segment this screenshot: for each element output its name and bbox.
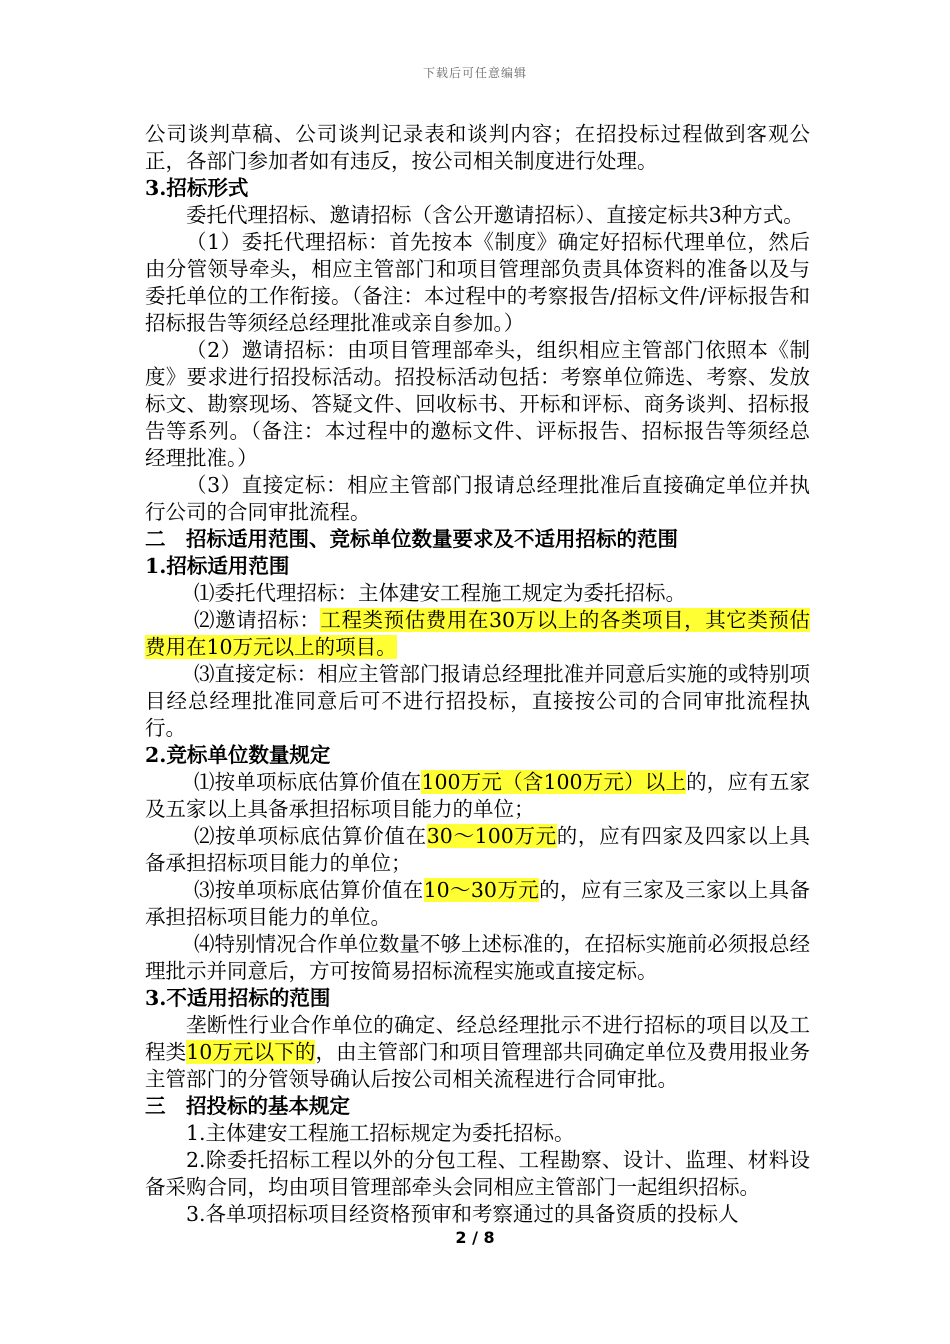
paragraph: （2）邀请招标：由项目管理部牵头，组织相应主管部门依照本《制度》要求进行招投标活动。招投标活动包括：考察单位筛选、考察、发放标文、勘察现场、答疑文件、回收标书、开标和评标、商务谈判、招标报告等系列。（备注：本过程中的邀标文件、评标报告、招标报告等须经总经理批准。） bbox=[145, 338, 810, 470]
page-header: 下载后可任意编辑 bbox=[422, 66, 527, 80]
section-heading-3: 三 招投标的基本规定 bbox=[145, 1094, 350, 1118]
highlighted-text: 10～30万元 bbox=[423, 878, 540, 902]
text-run: 的，应有三家及三家以上具备承担招标项目能力的单位。 bbox=[145, 878, 811, 929]
paragraph: ⑷特别情况合作单位数量不够上述标准的，在招标实施前必须报总经理批示并同意后，方可按简易招标流程实施或直接定标。 bbox=[145, 932, 810, 983]
heading-scope: 1.招标适用范围 bbox=[145, 554, 290, 578]
paragraph bbox=[145, 823, 810, 877]
paragraph bbox=[145, 607, 810, 661]
document-body bbox=[145, 121, 810, 1228]
paragraph bbox=[145, 877, 810, 931]
paragraph: 1.主体建安工程施工招标规定为委托招标。 bbox=[186, 1121, 575, 1145]
text-run: 的，应有五家及五家以上具备承担招标项目能力的单位； bbox=[145, 770, 811, 821]
paragraph bbox=[145, 769, 810, 823]
paragraph: 3.各单项招标项目经资格预审和考察通过的具备资质的投标人 bbox=[186, 1202, 739, 1226]
highlighted-text: 30～100万元 bbox=[426, 824, 557, 848]
text-run: 垄断性行业合作单位的确定、经总经理批示不进行招标的项目以及工程类 bbox=[145, 1013, 810, 1064]
text-run: ⑴按单项标底估算价值在 bbox=[194, 770, 422, 794]
heading-bid-form: 3.招标形式 bbox=[145, 176, 249, 200]
paragraph: （3）直接定标：相应主管部门报请总经理批准后直接确定单位并执行公司的合同审批流程。 bbox=[145, 473, 810, 524]
page-number: 2 / 8 bbox=[455, 1228, 495, 1247]
paragraph: 2.除委托招标工程以外的分包工程、工程勘察、设计、监理、材料设备采购合同，均由项目管理部牵头会同相应主管部门一起组织招标。 bbox=[145, 1148, 810, 1199]
text-run: ，由主管部门和项目管理部共同确定单位及费用报业务主管部门的分管领导确认后按公司相关流程进行合同审批。 bbox=[145, 1040, 811, 1091]
text-run: 的，应有四家及四家以上具备承担招标项目能力的单位； bbox=[145, 824, 811, 875]
highlighted-text: 工程类预估费用在30万以上的各类项目，其它类预估费用在10万元以上的项目。 bbox=[145, 608, 811, 659]
paragraph: ⑴委托代理招标：主体建安工程施工规定为委托招标。 bbox=[194, 581, 686, 605]
highlighted-text: 10万元以下的 bbox=[186, 1040, 316, 1064]
heading-non-applicable: 3.不适用招标的范围 bbox=[145, 986, 331, 1010]
paragraph: （1）委托代理招标：首先按本《制度》确定好招标代理单位，然后由分管领导牵头，相应主管部门和项目管理部负责具体资料的准备以及与委托单位的工作衔接。（备注：本过程中的考察报告/招标文件/评标报告和招标报告等须经总经理批准或亲自参加。） bbox=[145, 230, 810, 335]
paragraph: 委托代理招标、邀请招标（含公开邀请招标）、直接定标共3种方式。 bbox=[186, 203, 804, 227]
highlighted-text: 100万元（含100万元）以上 bbox=[421, 770, 687, 794]
paragraph: 公司谈判草稿、公司谈判记录表和谈判内容；在招投标过程做到客观公正，各部门参加者如有违反，按公司相关制度进行处理。 bbox=[145, 122, 810, 173]
paragraph: ⑶直接定标：相应主管部门报请总经理批准并同意后实施的或特别项目经总经理批准同意后可不进行招投标，直接按公司的合同审批流程执行。 bbox=[145, 662, 810, 740]
text-run: ⑵按单项标底估算价值在 bbox=[194, 824, 427, 848]
text-run: ⑵邀请招标： bbox=[194, 608, 321, 632]
text-run: ⑶按单项标底估算价值在 bbox=[194, 878, 424, 902]
heading-bidder-count: 2.竞标单位数量规定 bbox=[145, 743, 331, 767]
section-heading-2: 二 招标适用范围、竞标单位数量要求及不适用招标的范围 bbox=[145, 527, 678, 551]
paragraph bbox=[145, 1012, 810, 1093]
